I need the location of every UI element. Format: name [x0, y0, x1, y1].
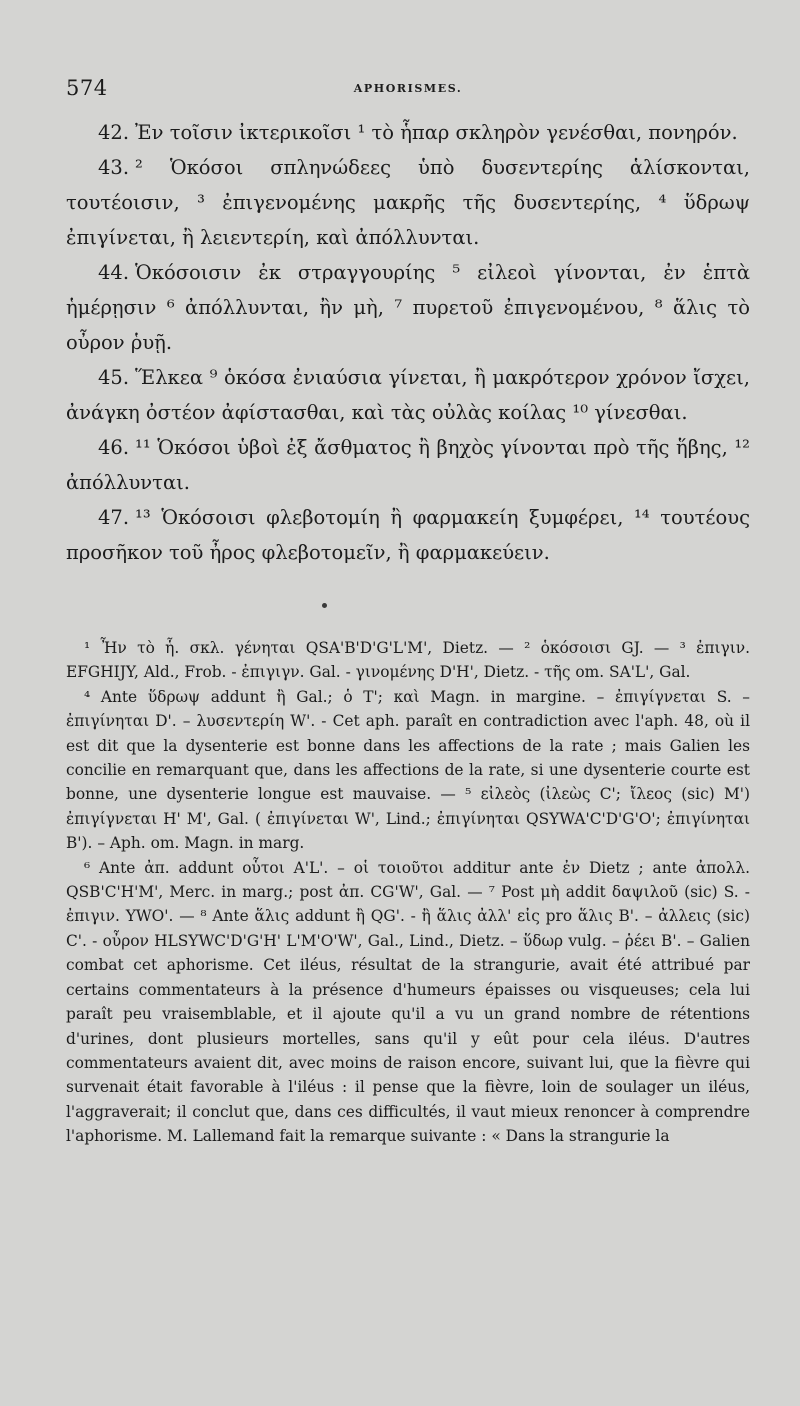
running-head: APHORISMES. — [353, 82, 463, 95]
aphorism-text — [66, 115, 750, 570]
section-separator-dot — [322, 603, 327, 608]
aphorism-42 — [66, 115, 750, 150]
footnote-paragraph: ¹ Ἦν τὸ ἧ. σκλ. γένηται QSA'B'D'G'L'M', Dietz. — ² ὁκόσοισι GJ. — ³ ἐπιγιν. EFGHIJY, Ald., Frob. - ἐπιγιγν. Gal. - γινομένης D'H', Dietz. - τῆς om. SA'L', Gal. — [66, 639, 750, 682]
footnote-paragraph: ⁶ Ante ἀπ. addunt οὗτοι A'L'. – οἱ τοιοῦτοι additur ante ἐν Dietz ; ante ἀπολλ. QSB'C'H'M', Merc. in marg.; post ἀπ. CG'W', Gal. — ⁷ Post μὴ addit δαψιλοῦ (sic) S. - ἐπιγιν. YWO'. — ⁸ Ante ἅλις addunt ἢ QG'. - ἢ ἅλις ἀλλ' εἰς pro ἅλις B'. – ἀλλεις (sic) C'. - οὖρον HLSYWC'D'G'H' L'M'O'W', Gal., Lind., Dietz. – ὕδωρ vulg. – ῥέει B'. – Galien combat cet aphorisme. Cet iléus, résultat de la strangurie, avait été attribué par certains commentateurs à la présence d'humeurs épaisses ou visqueuses; cela lui paraît peu vraisemblable, et il ajoute qu'il a vu un grand nombre de rétentions d'urines, dont plusieurs mortelles, sans qu'il y eût pour cela iléus. D'autres commentateurs avaient dit, avec moins de raison encore, suivant lui, que la fièvre qui survenait était favorable à l'iléus : il pense que la fièvre, loin de soulager un iléus, l'aggraverait; il conclut que, dans ces difficultés, il vaut mieux renoncer à comprendre l'aphorisme. M. Lallemand fait la remarque suivante : « Dans la strangurie la — [66, 858, 750, 1146]
aphorism-body: ² Ὁκόσοι σπληνώδεες ὑπὸ δυσεντερίης ἁλίσκονται, τουτέοισιν, ³ ἐπιγενομένης μακρῆς τῆς δυσεντερίης, ⁴ ὕδρωψ ἐπιγίνεται, ἢ λειεντερίη, καὶ ἀπόλλυνται. — [66, 156, 750, 249]
aphorism-body: Ὁκόσοισιν ἐκ στραγγουρίης ⁵ εἰλεοὶ γίνονται, ἐν ἑπτὰ ἡμέρῃσιν ⁶ ἀπόλλυνται, ἢν μὴ, ⁷ πυρετοῦ ἐπιγενομένου, ⁸ ἅλις τὸ οὖρον ῥυῇ. — [66, 261, 750, 354]
footnotes — [66, 636, 750, 1149]
footnote-paragraph: ⁴ Ante ὕδρωψ addunt ἢ Gal.; ὁ T'; καὶ Magn. in margine. – ἐπιγίγνεται S. – ἐπιγίνηται D'. – λυσεντερίη W'. - Cet aph. paraît en contradiction avec l'aph. 48, où il est dit que la dysenterie est bonne dans les affections de la rate ; mais Galien les concilie en remarquant que, dans les affections de la rate, si une dysenterie courte est bonne, une dysenterie longue est mauvaise. — ⁵ εἰλεὸς (ἰλεὼς C'; ἴλεος (sic) M') ἐπιγίγνεται H' M', Gal. ( ἐπιγίνεται W', Lind.; ἐπιγίνηται QSYWA'C'D'G'O'; ἐπιγίνηται B'). – Aph. om. Magn. in marg. — [66, 687, 750, 853]
aphorism-number: 45. — [98, 366, 130, 389]
aphorism-body: Ἕλκεα ⁹ ὁκόσα ἐνιαύσια γίνεται, ἢ μακρότερον χρόνον ἴσχει, ἀνάγκη ὀστέον ἀφίστασθαι, καὶ τὰς οὐλὰς κοίλας ¹⁰ γίνεσθαι. — [66, 366, 750, 424]
aphorism-46 — [66, 430, 750, 500]
page-header — [66, 76, 750, 102]
aphorism-body: Ἐν τοῖσιν ἰκτερικοῖσι ¹ τὸ ἧπαρ σκληρὸν γενέσθαι, πονηρόν. — [135, 121, 738, 144]
aphorism-43 — [66, 150, 750, 255]
aphorism-body: ¹¹ Ὁκόσοι ὑβοὶ ἐξ ἄσθματος ἢ βηχὸς γίνονται πρὸ τῆς ἥβης, ¹² ἀπόλλυνται. — [66, 436, 750, 494]
page-number: 574 — [66, 76, 108, 100]
aphorism-number: 43. — [98, 156, 130, 179]
aphorism-44 — [66, 255, 750, 360]
aphorism-number: 47. — [98, 506, 130, 529]
aphorism-number: 42. — [98, 121, 130, 144]
aphorism-number: 44. — [98, 261, 130, 284]
aphorism-47 — [66, 500, 750, 570]
aphorism-45 — [66, 360, 750, 430]
aphorism-body: ¹³ Ὁκόσοισι φλεβοτομίη ἢ φαρμακείη ξυμφέρει, ¹⁴ τουτέους προσῆκον τοῦ ἦρος φλεβοτομεῖν, ἢ φαρμακεύειν. — [66, 506, 750, 564]
aphorism-number: 46. — [98, 436, 130, 459]
